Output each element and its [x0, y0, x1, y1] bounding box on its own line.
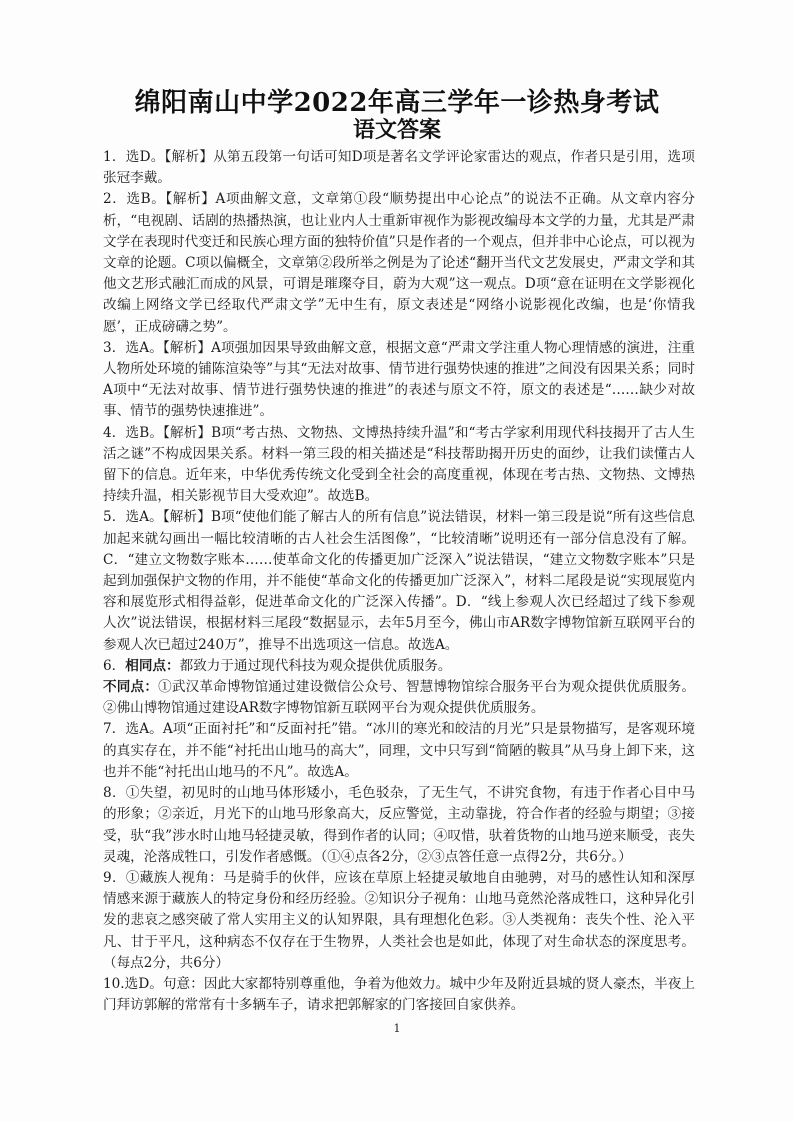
answer-8: 8．①失望，初见时的山地马体形矮小，毛色驳杂，了无生气，不讲究食物，有违于作者心目中马的形象；②亲近，月光下的山地马形象高大，反应警觉，主动靠拢，符合作者的经验与期望；③接受，驮“我”涉水时山地马轻捷灵敏，得到作者的认同；④叹惜，驮着货物的山地马逆来顺受，丧失灵魂，沦落成牲口，引发作者感慨。（①④点各2分，②③点答任意一点得2分，共6分。） — [103, 785, 695, 865]
answer-3: 3．选A。【解析】A项强加因果导致曲解文意，根据文意“严肃文学注重人物心理情感的演进，注重人物所处环境的铺陈渲染等”与其“无法对故事、情节进行强势快速的推进”之间没有因果关系；同时A项中“无法对故事、情节进行强势快速的推进”的表述与原文不符，原文的表述是“……缺少对故事、情节的强势快速推进”。 — [103, 339, 695, 420]
answer-6-same-text: 都致力于通过现代科技为观众提供优质服务。 — [179, 657, 452, 674]
answer-content — [103, 147, 695, 1016]
answer-10: 10.选D。句意：因此大家都特别尊重他，争着为他效力。城中少年及附近县城的贤人豪杰，半夜上门拜访郭解的常常有十多辆车子，请求把郭解家的门客接回自家供养。 — [103, 975, 695, 1014]
document-title: 绵阳南山中学2022年高三学年一诊热身考试 — [134, 88, 660, 118]
answer-6-difference — [103, 677, 695, 719]
page-number: 1 — [393, 1022, 401, 1035]
answer-6-similarity — [103, 656, 695, 677]
answer-6-same-label: 相同点： — [125, 657, 180, 674]
answer-6-diff-text: ①武汉革命博物馆通过建设微信公众号、智慧博物馆综合服务平台为观众提供优质服务。②佛山博物馆通过建设AR数字博物馆新互联网平台为观众提供优质服务。 — [103, 679, 696, 717]
answer-6-number: 6． — [103, 657, 126, 674]
answer-1: 1．选D。【解析】从第五段第一句话可知D项是著名文学评论家雷达的观点，作者只是引用，选项张冠李戴。 — [103, 149, 695, 187]
answer-5: 5．选A。【解析】B项“使他们能了解古人的所有信息”说法错误，材料一第三段是说“所有这些信息加起来就勾画出一幅比较清晰的古人社会生活图像”，“比较清晰”说明还有一部分信息没有了解。C．“建立文物数字账本……使革命文化的传播更加广泛深入”说法错误，“建立文物数字账本”只是起到加强保护文物的作用，并不能使“革命文化的传播更加广泛深入”，材料二尾段是说“实现展览内容和展览形式相得益彰，促进革命文化的广泛深入传播”。D．“线上参观人次已经超过了线下参观人次”说法错误，根据材料三尾段“数据显示，去年5月至今，佛山市AR数字博物馆新互联网平台的参观人次已超过240万”，推导不出选项这一信息。故选A。 — [103, 509, 695, 653]
document-subtitle: 语文答案 — [352, 117, 441, 143]
answer-6-diff-label: 不同点： — [103, 679, 159, 696]
answer-2: 2．选B。【解析】A项曲解文意，文章第①段“顺势提出中心论点”的说法不正确。从文章内容分析，“电视剧、话剧的热播热演，也让业内人士重新审视作为影视改编母本文学的力量，尤其是严肃文学在表现时代变迁和民族心理方面的独特价值”只是作者的一个观点，但并非中心论点，可以视为文章的论题。C项以偏概全，文章第②段所举之例是为了论述“翻开当代文艺发展史，严肃文学和其他文艺形式融汇而成的风景，可谓是璀璨夺目，蔚为大观”这一观点。D项“意在证明在文学影视化改编上网络文学已经取代严肃文学”无中生有，原文表述是“网络小说影视化改编，也是‘你情我愿’，正成磅礴之势”。 — [103, 191, 695, 335]
answer-9: 9．①藏族人视角：马是骑手的伙伴，应该在草原上轻捷灵敏地自由驰骋，对马的感性认知和深厚情感来源于藏族人的特定身份和经历经验。②知识分子视角：山地马竟然沦落成牲口，这种异化引发的悲哀之感突破了常人实用主义的认知界限，具有理想化色彩。③人类视角：丧失个性、沦入平凡、甘于平凡，这种病态不仅存在于生物界，人类社会也是如此，体现了对生命状态的深度思考。（每点2分，共6分） — [103, 869, 695, 971]
answer-4: 4．选B。【解析】B项“考古热、文物热、文博热持续升温”和“考古学家利用现代科技揭开了古人生活之谜”不构成因果关系。材料一第三段的相关描述是“科技帮助揭开历史的面纱，让我们读懂古人留下的信息。近年来，中华优秀传统文化受到全社会的高度重视，体现在考古热、文物热、文博热持续升温，相关影视节目大受欢迎”。故选B。 — [103, 424, 695, 505]
answer-7: 7．选A。A项“正面衬托”和“反面衬托”错。“冰川的寒光和皎洁的月光”只是景物描写，是客观环境的真实存在，并不能“衬托出山地马的高大”，同理，文中只写到“简陋的鞍具”从马身上卸下来，这也并不能“衬托出山地马的不凡”。故选A。 — [103, 721, 695, 780]
